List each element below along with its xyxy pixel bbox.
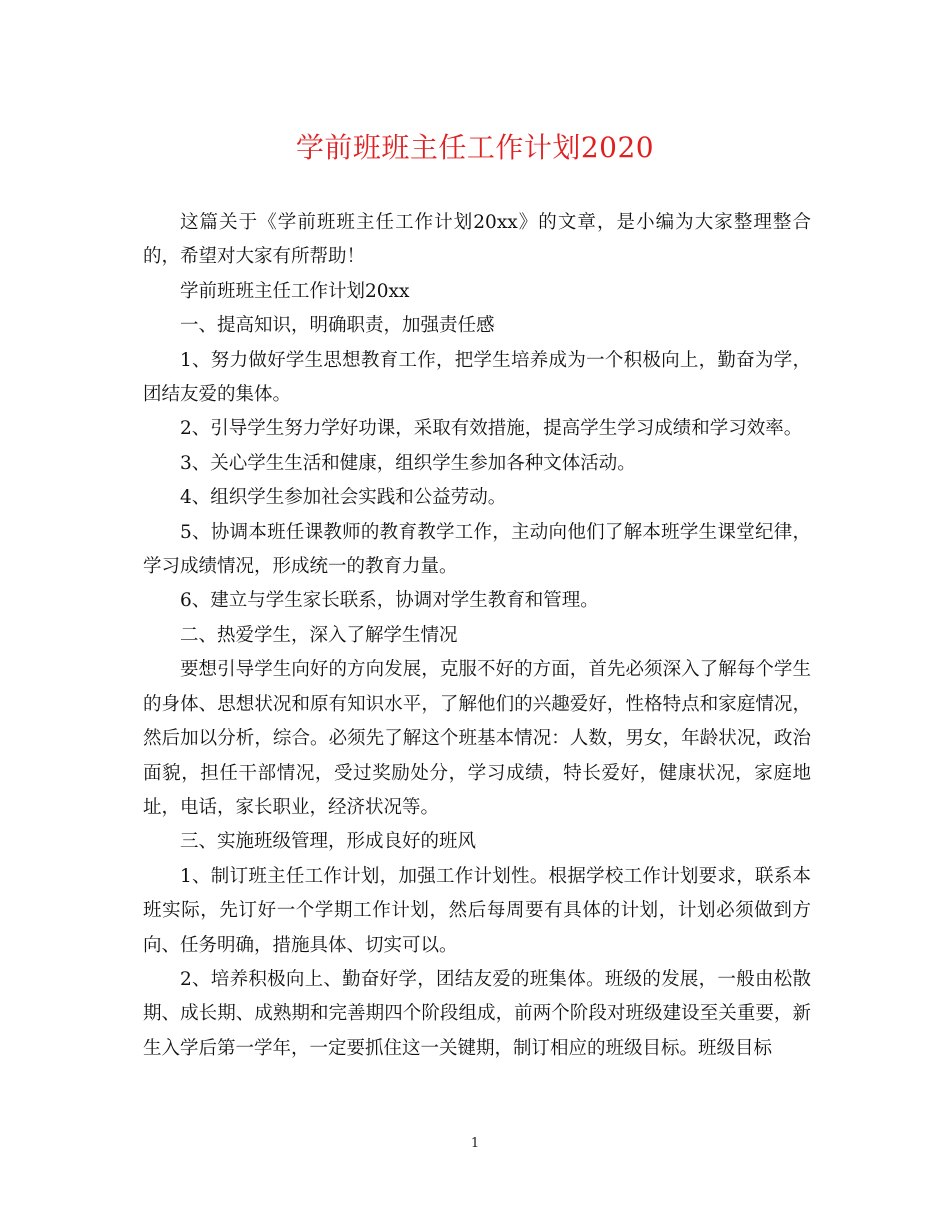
page-number: 1 [470,1136,480,1151]
section-heading-2: 二、热爱学生，深入了解学生情况 [180,624,458,646]
document-title: 学前班班主任工作计划2020 [295,131,655,164]
paragraph-subtitle: 学前班班主任工作计划20xx [180,280,410,302]
list-item-2: 2、引导学生努力学好功课，采取有效措施，提高学生学习成绩和学习效率。 [180,418,803,440]
list-item-1: 1、努力做好学生思想教育工作，把学生培养成为一个积极向上，勤奋为学，团结友爱的集体。 [143,349,811,406]
section-heading-3: 三、实施班级管理，形成良好的班风 [180,831,477,853]
paragraph-student-info: 要想引导学生向好的方向发展，克服不好的方面，首先必须深入了解每个学生的身体、思想状况和原有知识水平，了解他们的兴趣爱好，性格特点和家庭情况，然后加以分析，综合。必须先了解这个班基本情况：人数，男女，年龄状况，政治面貌，担任干部情况，受过奖励处分，学习成绩，特长爱好，健康状况，家庭地址，电话，家长职业，经济状况等。 [143,659,811,818]
list-item-5: 5、协调本班任课教师的教育教学工作，主动向他们了解本班学生课堂纪律，学习成绩情况，形成统一的教育力量。 [143,521,811,578]
list-item-4: 4、组织学生参加社会实践和公益劳动。 [180,487,507,509]
document-body [143,206,811,1066]
list-item-6: 6、建立与学生家长联系，协调对学生教育和管理。 [180,590,599,612]
management-item-2: 2、培养积极向上、勤奋好学，团结友爱的班集体。班级的发展，一般由松散期、成长期、成熟期和完善期四个阶段组成，前两个阶段对班级建设至关重要，新生入学后第一学年，一定要抓住这一关键期，制订相应的班级目标。班级目标 [143,968,811,1059]
paragraph-intro: 这篇关于《学前班班主任工作计划20xx》的文章，是小编为大家整理整合的，希望对大家有所帮助！ [143,212,811,268]
section-heading-1: 一、提高知识，明确职责，加强责任感 [180,315,495,337]
list-item-3: 3、关心学生生活和健康，组织学生参加各种文体活动。 [180,452,636,474]
management-item-1: 1、制订班主任工作计划，加强工作计划性。根据学校工作计划要求，联系本班实际，先订好一个学期工作计划，然后每周要有具体的计划，计划必须做到方向、任务明确，措施具体、切实可以。 [143,865,811,956]
